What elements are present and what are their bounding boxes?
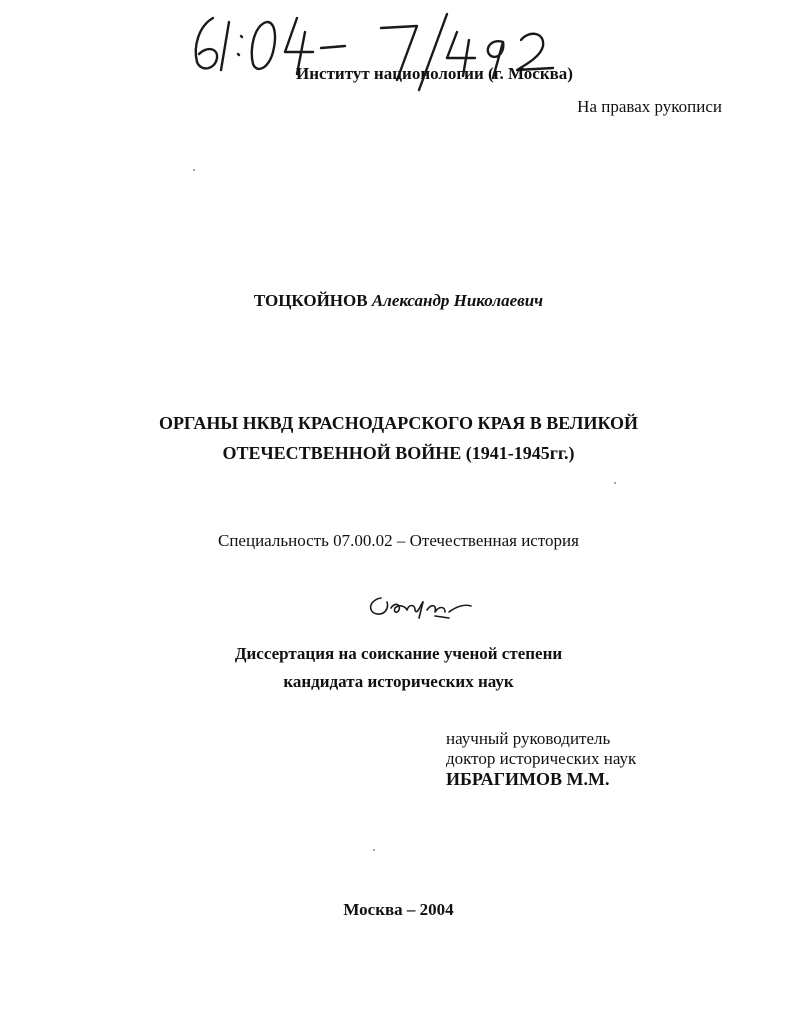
author-given-names: Александр Николаевич bbox=[371, 291, 544, 310]
scan-speck bbox=[614, 482, 616, 484]
city-and-year: Москва – 2004 bbox=[343, 900, 454, 919]
supervisor-role: научный руководитель bbox=[446, 729, 611, 748]
scan-speck bbox=[193, 169, 195, 171]
supervisor-name: ИБРАГИМОВ М.М. bbox=[446, 769, 610, 789]
institute-name: Институт национологии (г. Москва) bbox=[296, 64, 573, 83]
supervisor-degree: доктор исторических наук bbox=[446, 749, 637, 768]
author-surname: ТОЦКОЙНОВ bbox=[253, 291, 368, 310]
signature bbox=[365, 590, 475, 624]
manuscript-rights-note: На правах рукописи bbox=[577, 97, 722, 116]
supervisor-block bbox=[446, 729, 636, 789]
title-line: ОТЕЧЕСТВЕННОЙ ВОЙНЕ (1941-1945гг.) bbox=[222, 443, 575, 463]
scan-speck bbox=[373, 849, 375, 851]
specialty-line: Специальность 07.00.02 – Отечественная история bbox=[218, 531, 579, 550]
degree-line: кандидата исторических наук bbox=[283, 672, 514, 691]
degree-line: Диссертация на соискание ученой степени bbox=[234, 644, 563, 663]
title-line: ОРГАНЫ НКВД КРАСНОДАРСКОГО КРАЯ В ВЕЛИКОЙ bbox=[158, 413, 639, 433]
dissertation-title bbox=[0, 408, 797, 468]
author-line bbox=[0, 291, 797, 311]
degree-statement bbox=[0, 640, 797, 696]
